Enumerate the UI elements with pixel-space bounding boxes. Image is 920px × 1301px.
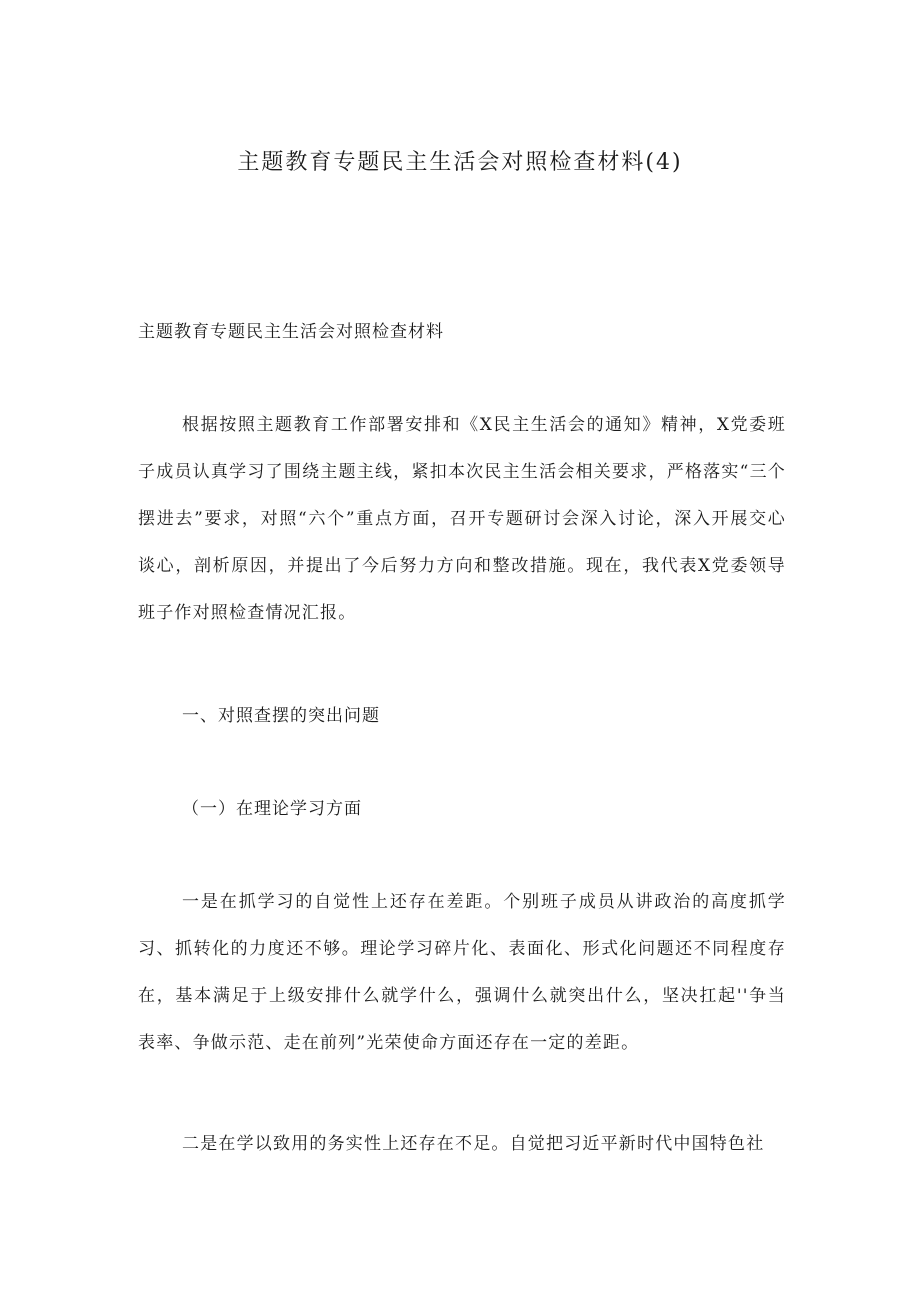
subsection-one-heading: （一）在理论学习方面 xyxy=(182,799,362,819)
section-one-heading: 一、对照查摆的突出问题 xyxy=(182,706,380,726)
document-title: 主题教育专题民主生活会对照检查材料(4) xyxy=(237,150,683,175)
point-one-paragraph: 一是在抓学习的自觉性上还存在差距。个别班子成员从讲政治的高度抓学习、抓转化的力度还不够。理论学习碎片化、表面化、形式化问题还不同程度存在，基本满足于上级安排什么就学什么，强调什么就突出什么，坚决扛起''争当表率、争做示范、走在前列”光荣使命方面还存在一定的差距。 xyxy=(138,892,786,1053)
point-two-paragraph: 二是在学以致用的务实性上还存在不足。自觉把习近平新时代中国特色社 xyxy=(182,1134,765,1154)
intro-paragraph: 根据按照主题教育工作部署安排和《X民主生活会的通知》精神，X党委班子成员认真学习了围绕主题主线，紧扣本次民主生活会相关要求，严格落实“三个摆进去”要求，对照“六个”重点方面，召开专题研讨会深入讨论，深入开展交心谈心，剖析原因，并提出了今后努力方向和整改措施。现在，我代表X党委领导班子作对照检查情况汇报。 xyxy=(138,415,786,623)
document-subtitle: 主题教育专题民主生活会对照检查材料 xyxy=(138,322,444,342)
